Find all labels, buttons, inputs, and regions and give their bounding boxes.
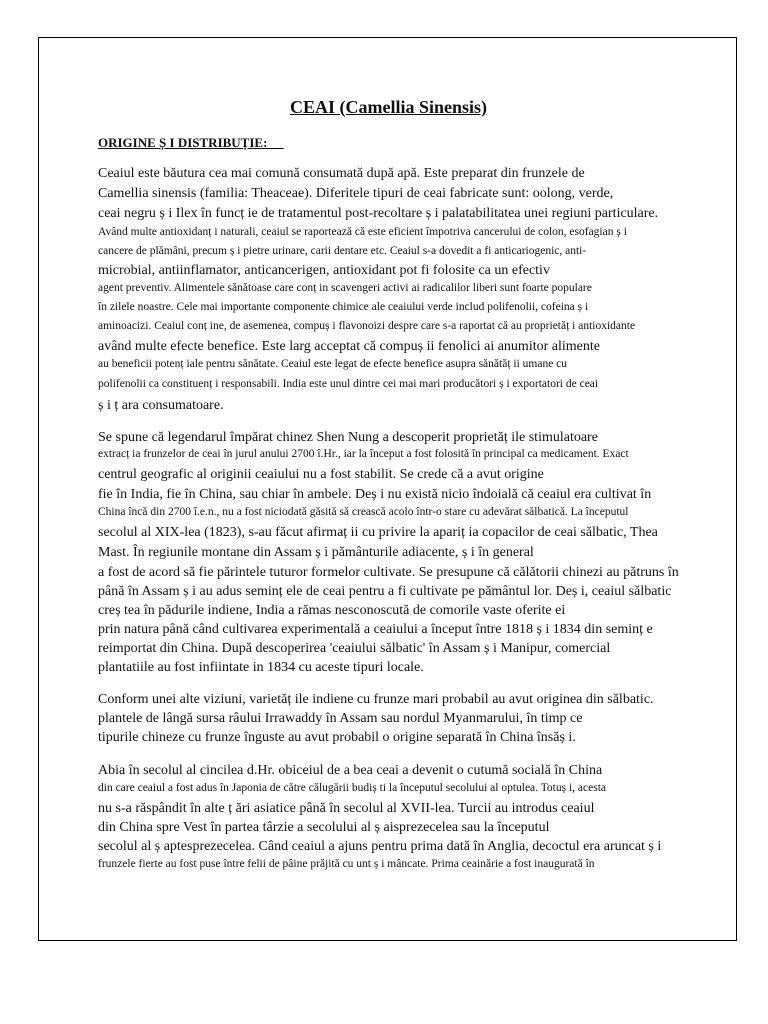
- text-line: Conform unei alte viziuni, varietăț ile indiene cu frunze mari probabil au avut originea din sălbatic.: [98, 692, 654, 707]
- text-line: Abia în secolul al cincilea d.Hr. obiceiul de a bea ceai a devenit o cutumă socială în China: [98, 763, 603, 778]
- text-line: a fost de acord să fie părintele tuturor formelor cultivate. Se presupune că călătorii chinezi au pătruns în: [98, 565, 679, 580]
- text-line: extracț ia frunzelor de ceai în jurul anului 2700 î.Hr., iar la început a fost folosită în principal ca medicament. Exact: [98, 448, 629, 460]
- text-line: tipurile chineze cu frunze înguste au avut probabil o origine separată în China însăș i.: [98, 730, 576, 745]
- text-line: aminoacizi. Ceaiul conț ine, de asemenea, compuș i flavonoizi despre care s-a raportat că au proprietăț i antioxidante: [98, 320, 636, 332]
- text-line: fie în India, fie în China, sau chiar în ambele. Deș i nu există nicio îndoială că ceaiul era cultivat în: [98, 487, 652, 502]
- text-line: ș i ț ara consumatoare.: [98, 398, 224, 413]
- text-line: Camellia sinensis (familia: Theaceae). Diferitele tipuri de ceai fabricate sunt: oolong, verde,: [98, 186, 614, 201]
- text-line: având multe efecte benefice. Este larg acceptat că compuș ii fenolici ai anumitor alimente: [98, 339, 600, 354]
- text-line: reimportat din China. După descoperirea 'ceaiului sălbatic' în Assam ș i Manipur, comercial: [98, 641, 611, 656]
- text-line: Se spune că legendarul împărat chinez Shen Nung a descoperit proprietăț ile stimulatoare: [98, 430, 598, 445]
- document-title: CEAI (Camellia Sinensis): [289, 97, 487, 117]
- text-line: Ceaiul este băutura cea mai comună consumată după apă. Este preparat din frunzele de: [98, 166, 585, 181]
- document-page: [38, 37, 737, 941]
- text-line: în zilele noastre. Cele mai importante componente chimice ale ceaiului verde includ polifenolii, cofeina ș i: [98, 301, 589, 313]
- text-line: China încă din 2700 î.e.n., nu a fost niciodată găsită să crească acolo într-o stare cu adevărat sălbatică. La începutul: [98, 506, 629, 518]
- text-line: agent preventiv. Alimentele sănătoase care conț in scavengeri activi ai radicalilor liberi sunt foarte populare: [98, 282, 592, 294]
- text-line: secolul al ș aptesprezecelea. Când ceaiul a ajuns pentru prima dată în Anglia, decoctul era aruncat ș i: [98, 839, 662, 854]
- text-line: cancere de plămâni, precum ș i pietre urinare, carii dentare etc. Ceaiul s-a dovedit a fi anticariogenic, anti-: [98, 245, 587, 257]
- section-heading: ORIGINE Ș I DISTRIBUȚIE:: [98, 135, 284, 150]
- text-line: secolul al XIX-lea (1823), s-au făcut afirmaț ii cu privire la apariț ia copacilor de ceai sălbatic, Thea: [98, 525, 658, 540]
- text-line: din care ceaiul a fost adus în Japonia de către călugării budiș ti la începutul secolului al optulea. Totuș i, acesta: [98, 782, 607, 794]
- text-line: plantatiile au fost infiintate in 1834 cu aceste tipuri locale.: [98, 660, 424, 675]
- text-line: polifenolii ca constituenț i responsabili. India este unul dintre cei mai mari producători ș i exportatori de ceai: [98, 378, 599, 390]
- text-line: nu s-a răspândit în alte ț ări asiatice până în secolul al XVII-lea. Turcii au introdus ceaiul: [98, 801, 595, 816]
- text-line: până în Assam ș i au adus seminț ele de ceai pentru a fi cultivate pe pământul lor. Deș i, ceaiul sălbatic: [98, 584, 672, 599]
- text-line: Având multe antioxidanț i naturali, ceaiul se raportează că este eficient împotriva cancerului de colon, esofagian ș i: [98, 226, 627, 238]
- text-line: creș tea în pădurile indiene, India a rămas nesconoscută de comorile vaste oferite ei: [98, 603, 566, 618]
- text-line: Mast. În regiunile montane din Assam ș i pământurile adiacente, ș i în general: [98, 545, 534, 560]
- text-line: ceai negru ș i Ilex în funcț ie de tratamentul post-recoltare ș i palatabilitatea unei regiuni particulare.: [98, 206, 659, 221]
- text-line: din China spre Vest în partea târzie a secolului al ș aisprezecelea sau la începutul: [98, 820, 550, 835]
- text-line: frunzele fierte au fost puse între felii de pâine prăjită cu unt ș i mâncate. Prima ceainărie a fost inaugurată în: [98, 858, 595, 870]
- text-line: microbial, antiinflamator, anticancerigen, antioxidant pot fi folosite ca un efectiv: [98, 263, 550, 278]
- text-line: plantele de lângă sursa râului Irrawaddy în Assam sau nordul Myanmarului, în timp ce: [98, 711, 583, 726]
- text-line: prin natura până când cultivarea experimentală a ceaiului a început între 1818 ș i 1834 din seminț e: [98, 622, 653, 637]
- text-line: centrul geografic al originii ceaiului nu a fost stabilit. Se crede că a avut origine: [98, 467, 544, 482]
- text-line: au beneficii potenț iale pentru sănătate. Ceaiul este legat de efecte benefice asupra sănătăț ii umane cu: [98, 358, 568, 370]
